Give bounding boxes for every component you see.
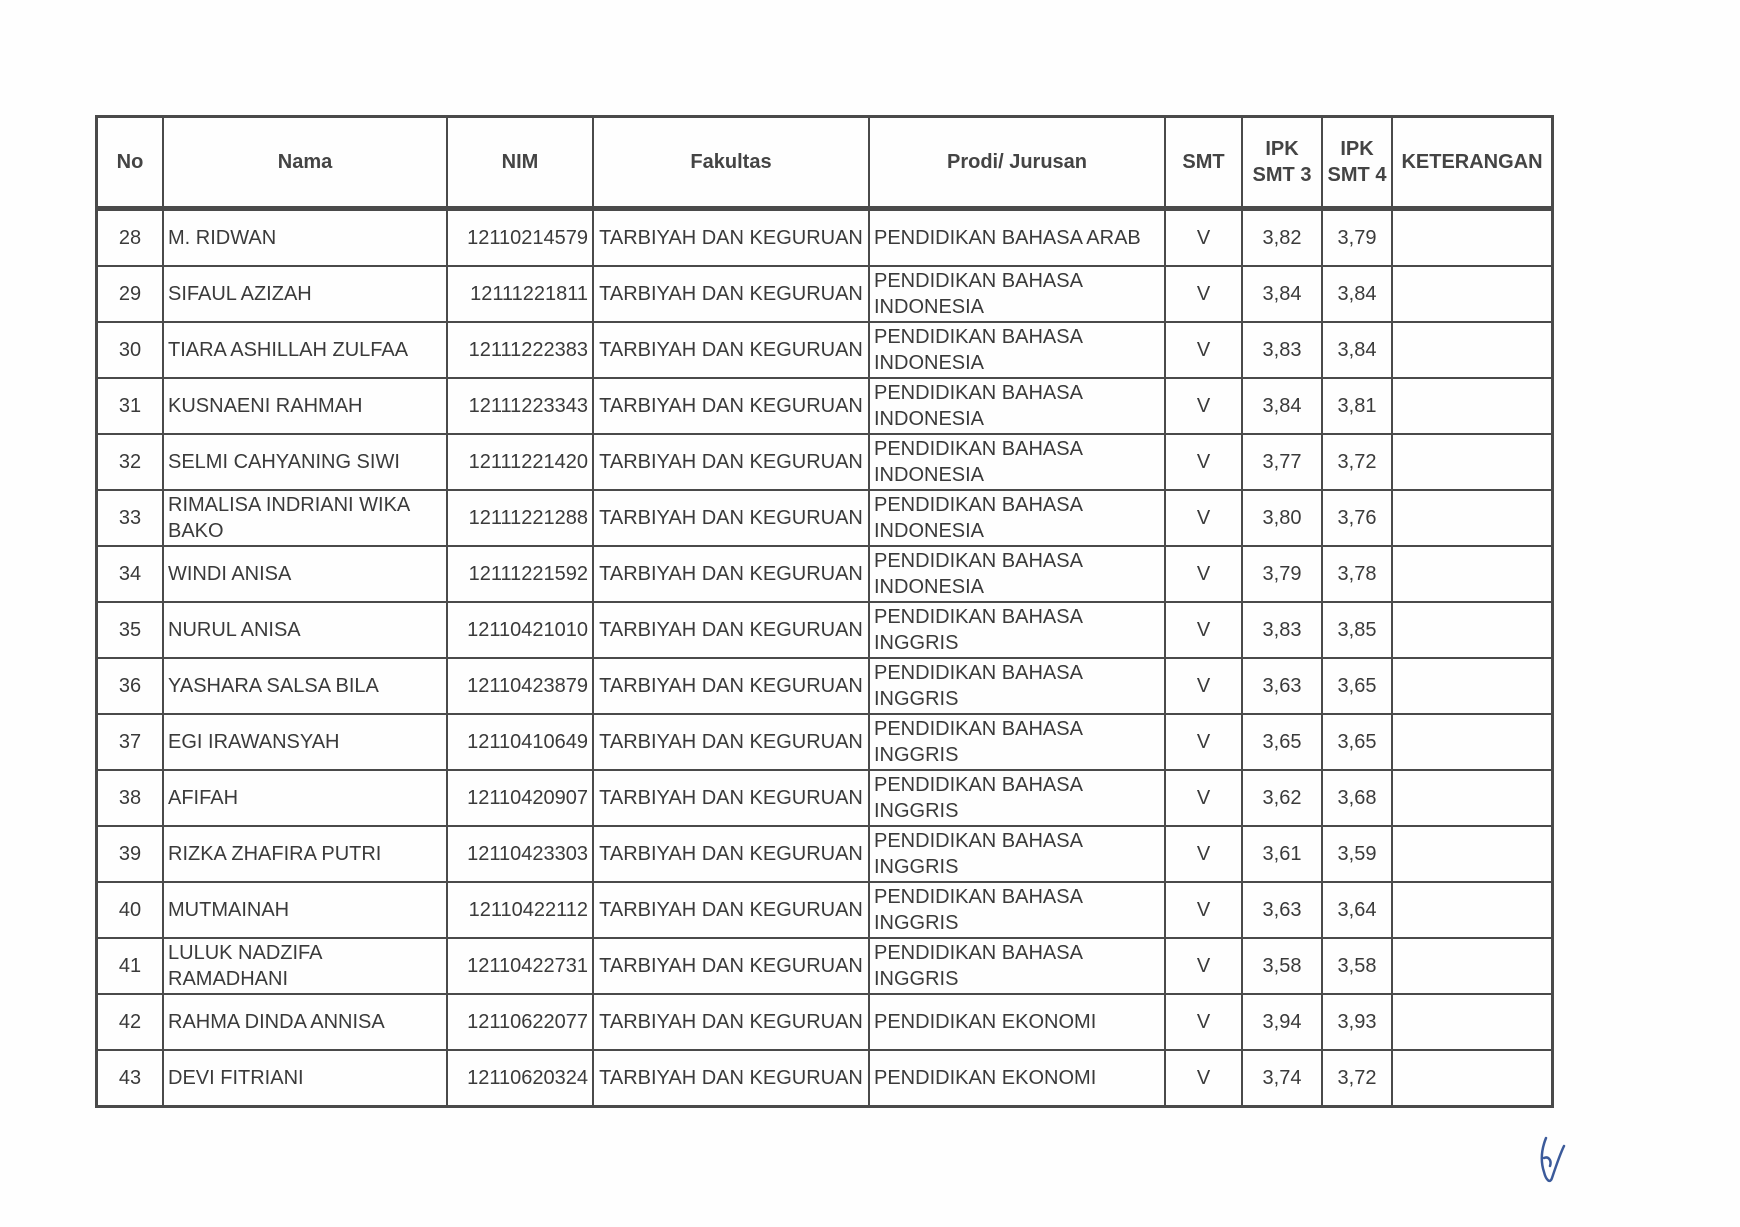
cell-prodi: PENDIDIKAN EKONOMI <box>869 994 1165 1050</box>
cell-fakultas: TARBIYAH DAN KEGURUAN <box>593 994 869 1050</box>
cell-nim: 12111221811 <box>447 266 593 322</box>
cell-ipk-smt4: 3,93 <box>1322 994 1392 1050</box>
cell-smt: V <box>1165 938 1242 994</box>
cell-no: 35 <box>97 602 164 658</box>
header-ipk-smt4-line2: SMT 4 <box>1327 164 1387 186</box>
cell-prodi: PENDIDIKAN BAHASA INGGRIS <box>869 882 1165 938</box>
cell-keterangan <box>1392 322 1553 378</box>
cell-no: 38 <box>97 770 164 826</box>
cell-prodi: PENDIDIKAN BAHASA INDONESIA <box>869 266 1165 322</box>
cell-nim: 12111223343 <box>447 378 593 434</box>
cell-nim: 12111221420 <box>447 434 593 490</box>
cell-nama: LULUK NADZIFA RAMADHANI <box>163 938 447 994</box>
cell-no: 34 <box>97 546 164 602</box>
cell-nama: RIMALISA INDRIANI WIKA BAKO <box>163 490 447 546</box>
cell-keterangan <box>1392 209 1553 267</box>
cell-prodi: PENDIDIKAN BAHASA INDONESIA <box>869 322 1165 378</box>
cell-smt: V <box>1165 209 1242 267</box>
cell-keterangan <box>1392 1050 1553 1107</box>
cell-no: 28 <box>97 209 164 267</box>
cell-keterangan <box>1392 378 1553 434</box>
cell-nama: TIARA ASHILLAH ZULFAA <box>163 322 447 378</box>
cell-prodi: PENDIDIKAN BAHASA INGGRIS <box>869 602 1165 658</box>
table-row <box>97 266 1553 322</box>
cell-no: 33 <box>97 490 164 546</box>
cell-ipk-smt3: 3,82 <box>1242 209 1322 267</box>
cell-smt: V <box>1165 490 1242 546</box>
cell-keterangan <box>1392 882 1553 938</box>
table-row <box>97 546 1553 602</box>
cell-ipk-smt4: 3,84 <box>1322 266 1392 322</box>
table-row <box>97 209 1553 267</box>
header-no: No <box>97 117 164 209</box>
cell-ipk-smt3: 3,62 <box>1242 770 1322 826</box>
cell-fakultas: TARBIYAH DAN KEGURUAN <box>593 882 869 938</box>
cell-fakultas: TARBIYAH DAN KEGURUAN <box>593 826 869 882</box>
header-smt: SMT <box>1165 117 1242 209</box>
table-row <box>97 826 1553 882</box>
cell-no: 42 <box>97 994 164 1050</box>
cell-ipk-smt4: 3,72 <box>1322 434 1392 490</box>
cell-no: 36 <box>97 658 164 714</box>
cell-ipk-smt4: 3,81 <box>1322 378 1392 434</box>
cell-keterangan <box>1392 938 1553 994</box>
cell-nama: M. RIDWAN <box>163 209 447 267</box>
cell-nim: 12110423303 <box>447 826 593 882</box>
cell-keterangan <box>1392 490 1553 546</box>
header-prodi: Prodi/ Jurusan <box>869 117 1165 209</box>
cell-fakultas: TARBIYAH DAN KEGURUAN <box>593 434 869 490</box>
cell-no: 43 <box>97 1050 164 1107</box>
table-row <box>97 602 1553 658</box>
cell-keterangan <box>1392 770 1553 826</box>
cell-nama: AFIFAH <box>163 770 447 826</box>
cell-keterangan <box>1392 994 1553 1050</box>
cell-ipk-smt4: 3,64 <box>1322 882 1392 938</box>
cell-no: 29 <box>97 266 164 322</box>
cell-smt: V <box>1165 434 1242 490</box>
cell-prodi: PENDIDIKAN BAHASA INGGRIS <box>869 826 1165 882</box>
table-row <box>97 1050 1553 1107</box>
cell-prodi: PENDIDIKAN BAHASA ARAB <box>869 209 1165 267</box>
table-header <box>97 117 1553 209</box>
cell-ipk-smt3: 3,63 <box>1242 882 1322 938</box>
cell-nim: 12110423879 <box>447 658 593 714</box>
cell-fakultas: TARBIYAH DAN KEGURUAN <box>593 1050 869 1107</box>
cell-fakultas: TARBIYAH DAN KEGURUAN <box>593 322 869 378</box>
cell-prodi: PENDIDIKAN BAHASA INDONESIA <box>869 434 1165 490</box>
cell-smt: V <box>1165 378 1242 434</box>
cell-nim: 12110420907 <box>447 770 593 826</box>
table-row <box>97 322 1553 378</box>
cell-nama: EGI IRAWANSYAH <box>163 714 447 770</box>
cell-ipk-smt4: 3,79 <box>1322 209 1392 267</box>
cell-ipk-smt4: 3,84 <box>1322 322 1392 378</box>
cell-nim: 12111221592 <box>447 546 593 602</box>
table-row <box>97 378 1553 434</box>
cell-ipk-smt3: 3,84 <box>1242 266 1322 322</box>
cell-nama: MUTMAINAH <box>163 882 447 938</box>
cell-smt: V <box>1165 266 1242 322</box>
cell-nim: 12110422731 <box>447 938 593 994</box>
cell-prodi: PENDIDIKAN BAHASA INGGRIS <box>869 938 1165 994</box>
cell-keterangan <box>1392 714 1553 770</box>
cell-ipk-smt4: 3,65 <box>1322 658 1392 714</box>
table-row <box>97 434 1553 490</box>
cell-no: 32 <box>97 434 164 490</box>
cell-smt: V <box>1165 546 1242 602</box>
cell-nim: 12110214579 <box>447 209 593 267</box>
cell-ipk-smt4: 3,76 <box>1322 490 1392 546</box>
cell-ipk-smt4: 3,72 <box>1322 1050 1392 1107</box>
cell-keterangan <box>1392 658 1553 714</box>
cell-smt: V <box>1165 994 1242 1050</box>
cell-nama: SIFAUL AZIZAH <box>163 266 447 322</box>
cell-ipk-smt3: 3,83 <box>1242 602 1322 658</box>
header-row <box>97 117 1553 209</box>
cell-ipk-smt4: 3,65 <box>1322 714 1392 770</box>
header-ipk-smt3 <box>1242 117 1322 209</box>
cell-nim: 12111221288 <box>447 490 593 546</box>
cell-fakultas: TARBIYAH DAN KEGURUAN <box>593 714 869 770</box>
cell-prodi: PENDIDIKAN BAHASA INDONESIA <box>869 546 1165 602</box>
cell-keterangan <box>1392 602 1553 658</box>
table-row <box>97 938 1553 994</box>
header-ipk-smt4 <box>1322 117 1392 209</box>
table-row <box>97 714 1553 770</box>
cell-no: 41 <box>97 938 164 994</box>
cell-no: 31 <box>97 378 164 434</box>
cell-ipk-smt4: 3,58 <box>1322 938 1392 994</box>
table-row <box>97 658 1553 714</box>
cell-smt: V <box>1165 714 1242 770</box>
header-fakultas: Fakultas <box>593 117 869 209</box>
cell-ipk-smt3: 3,74 <box>1242 1050 1322 1107</box>
cell-ipk-smt4: 3,68 <box>1322 770 1392 826</box>
header-ipk-smt3-line2: SMT 3 <box>1252 164 1312 186</box>
cell-ipk-smt4: 3,78 <box>1322 546 1392 602</box>
cell-fakultas: TARBIYAH DAN KEGURUAN <box>593 938 869 994</box>
cell-prodi: PENDIDIKAN BAHASA INDONESIA <box>869 378 1165 434</box>
cell-ipk-smt3: 3,94 <box>1242 994 1322 1050</box>
cell-nama: DEVI FITRIANI <box>163 1050 447 1107</box>
cell-smt: V <box>1165 826 1242 882</box>
cell-nama: YASHARA SALSA BILA <box>163 658 447 714</box>
cell-fakultas: TARBIYAH DAN KEGURUAN <box>593 378 869 434</box>
cell-nim: 12110622077 <box>447 994 593 1050</box>
cell-nim: 12110422112 <box>447 882 593 938</box>
cell-nama: SELMI CAHYANING SIWI <box>163 434 447 490</box>
cell-keterangan <box>1392 826 1553 882</box>
cell-fakultas: TARBIYAH DAN KEGURUAN <box>593 266 869 322</box>
cell-no: 39 <box>97 826 164 882</box>
cell-fakultas: TARBIYAH DAN KEGURUAN <box>593 490 869 546</box>
cell-ipk-smt3: 3,80 <box>1242 490 1322 546</box>
cell-ipk-smt3: 3,84 <box>1242 378 1322 434</box>
cell-smt: V <box>1165 1050 1242 1107</box>
cell-nama: NURUL ANISA <box>163 602 447 658</box>
cell-ipk-smt3: 3,83 <box>1242 322 1322 378</box>
cell-no: 30 <box>97 322 164 378</box>
cell-fakultas: TARBIYAH DAN KEGURUAN <box>593 546 869 602</box>
cell-ipk-smt3: 3,65 <box>1242 714 1322 770</box>
cell-nim: 12110410649 <box>447 714 593 770</box>
cell-prodi: PENDIDIKAN BAHASA INGGRIS <box>869 658 1165 714</box>
cell-no: 40 <box>97 882 164 938</box>
header-keterangan: KETERANGAN <box>1392 117 1553 209</box>
cell-smt: V <box>1165 770 1242 826</box>
cell-prodi: PENDIDIKAN BAHASA INDONESIA <box>869 490 1165 546</box>
cell-smt: V <box>1165 322 1242 378</box>
cell-keterangan <box>1392 546 1553 602</box>
cell-ipk-smt3: 3,61 <box>1242 826 1322 882</box>
cell-ipk-smt4: 3,85 <box>1322 602 1392 658</box>
signature-initial-icon <box>1532 1130 1572 1190</box>
cell-smt: V <box>1165 882 1242 938</box>
cell-keterangan <box>1392 266 1553 322</box>
table-row <box>97 490 1553 546</box>
cell-nama: WINDI ANISA <box>163 546 447 602</box>
cell-prodi: PENDIDIKAN BAHASA INGGRIS <box>869 770 1165 826</box>
student-gpa-table <box>95 115 1554 1108</box>
cell-keterangan <box>1392 434 1553 490</box>
cell-nim: 12111222383 <box>447 322 593 378</box>
cell-ipk-smt3: 3,58 <box>1242 938 1322 994</box>
cell-nama: KUSNAENI RAHMAH <box>163 378 447 434</box>
header-ipk-smt4-line1: IPK <box>1340 138 1374 160</box>
header-nama: Nama <box>163 117 447 209</box>
cell-ipk-smt3: 3,79 <box>1242 546 1322 602</box>
table-body <box>97 209 1553 1107</box>
cell-smt: V <box>1165 658 1242 714</box>
cell-fakultas: TARBIYAH DAN KEGURUAN <box>593 602 869 658</box>
table-row <box>97 770 1553 826</box>
cell-fakultas: TARBIYAH DAN KEGURUAN <box>593 770 869 826</box>
header-ipk-smt3-line1: IPK <box>1265 138 1299 160</box>
table-row <box>97 994 1553 1050</box>
cell-nama: RIZKA ZHAFIRA PUTRI <box>163 826 447 882</box>
header-nim: NIM <box>447 117 593 209</box>
cell-nim: 12110620324 <box>447 1050 593 1107</box>
cell-prodi: PENDIDIKAN BAHASA INGGRIS <box>869 714 1165 770</box>
cell-ipk-smt3: 3,77 <box>1242 434 1322 490</box>
cell-fakultas: TARBIYAH DAN KEGURUAN <box>593 658 869 714</box>
cell-fakultas: TARBIYAH DAN KEGURUAN <box>593 209 869 267</box>
cell-smt: V <box>1165 602 1242 658</box>
cell-no: 37 <box>97 714 164 770</box>
cell-prodi: PENDIDIKAN EKONOMI <box>869 1050 1165 1107</box>
cell-nim: 12110421010 <box>447 602 593 658</box>
cell-ipk-smt3: 3,63 <box>1242 658 1322 714</box>
cell-nama: RAHMA DINDA ANNISA <box>163 994 447 1050</box>
table-row <box>97 882 1553 938</box>
cell-ipk-smt4: 3,59 <box>1322 826 1392 882</box>
